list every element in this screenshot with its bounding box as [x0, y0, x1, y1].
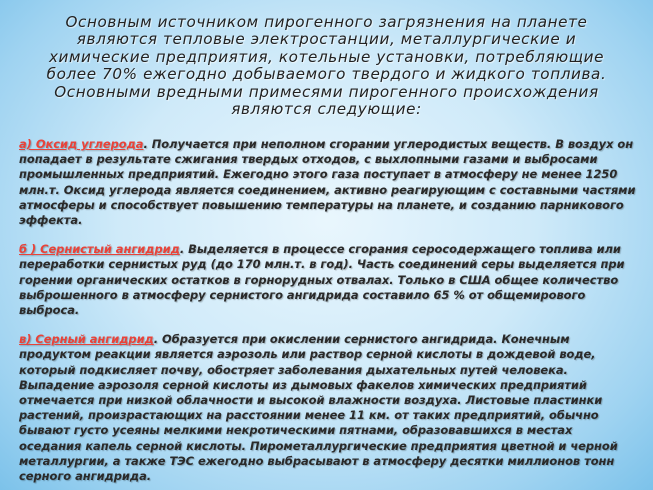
paragraph-text: . Выделяется в процессе сгорания серосодержащего топлива или переработки сернистых руд (до 170 млн.т. в год). Часть соединений серы выделяется при горении органических остатков в горнорудных отвалах. Только в США общее количество выброшенного в атмосферу сернистого ангидрида составило 65 % от общемирового выброса.: [19, 242, 625, 318]
term-sulfur-dioxide: б ) Сернистый ангидрид: [19, 242, 180, 257]
title-line: химические предприятия, котельные установки, потребляющие: [48, 47, 605, 66]
title-line: более 70% ежегодно добываемого твердого и жидкого топлива.: [46, 65, 607, 84]
title-line: являются следующие:: [231, 100, 422, 119]
slide-title: [24, 14, 629, 118]
title-line: Основными вредными примесями пирогенного происхождения: [54, 82, 599, 101]
slide-body: [19, 137, 637, 484]
title-line: являются тепловые электростанции, металлургические и: [76, 30, 577, 49]
title-line: Основным источником пирогенного загрязнения на планете: [65, 13, 588, 31]
paragraph-sulfur-trioxide: [19, 332, 637, 484]
paragraph-text: . Получается при неполном сгорании углеродистых веществ. В воздух он попадает в результате сжигания твердых отходов, с выхлопными газами и выбросами промышленных предприятий. Ежегодно этого газа поступает в атмосферу не менее 1250 млн.т. Оксид углерода является соединением, активно реагирующим с составными частями атмосферы и способствует повышению температуры на планете, и созданию парникового эффекта.: [19, 137, 636, 228]
paragraph-sulfur-dioxide: [19, 242, 637, 318]
term-sulfur-trioxide: в) Серный ангидрид: [19, 332, 154, 347]
term-carbon-oxide: а) Оксид углерода: [19, 137, 144, 151]
paragraph-text: . Образуется при окислении сернистого ангидрида. Конечным продуктом реакции является аэрозоль или раствор серной кислоты в дождевой воде, который подкисляет почву, обостряет заболевания дыхательных путей человека. Выпадение аэрозоля серной кислоты из дымовых факелов химических предприятий отмечается при низкой облачности и высокой влажности воздуха. Листовые пластинки растений, произрастающих на расстоянии менее 11 км. от таких предприятий, обычно бывают густо усеяны мелкими некротическими пятнами, образовавшихся в местах оседания капель серной кислоты. Пирометаллургические предприятия цветной и черной металлургии, а также ТЭС ежегодно выбрасывают в атмосферу десятки миллионов тонн серного ангидрида.: [19, 332, 618, 484]
paragraph-carbon-oxide: [19, 137, 637, 228]
